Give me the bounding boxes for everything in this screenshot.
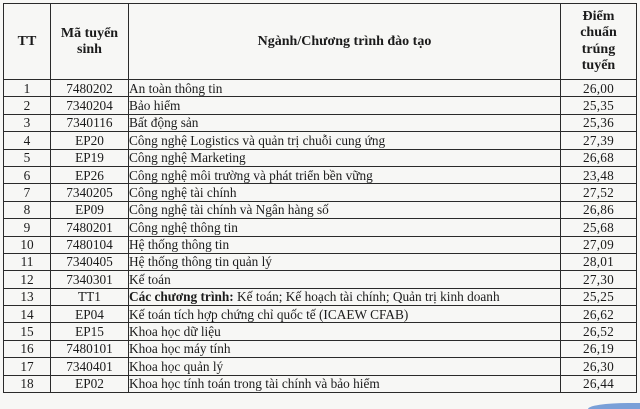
row-number: 16 <box>4 340 51 357</box>
program-name-text: Khoa học máy tính <box>129 341 231 357</box>
admission-code: 7340405 <box>51 253 129 270</box>
program-name-text: Công nghệ tài chính <box>129 184 237 200</box>
program-name <box>129 288 561 305</box>
program-name <box>129 97 561 114</box>
program-name <box>129 236 561 253</box>
program-name-text: Bảo hiểm <box>129 97 181 113</box>
table-row <box>4 271 637 288</box>
program-name <box>129 132 561 149</box>
admission-code: EP02 <box>51 375 129 392</box>
program-name-text: An toàn thông tin <box>129 80 223 96</box>
admission-code: 7340116 <box>51 114 129 131</box>
table-row <box>4 219 637 236</box>
table-row <box>4 375 637 392</box>
admission-code: EP09 <box>51 201 129 218</box>
cutoff-score: 27,39 <box>561 132 637 149</box>
admission-code: 7340401 <box>51 358 129 375</box>
cutoff-score: 28,01 <box>561 253 637 270</box>
table-row <box>4 114 637 131</box>
admission-code: EP19 <box>51 149 129 166</box>
admission-code: 7340301 <box>51 271 129 288</box>
program-name <box>129 323 561 340</box>
row-number: 2 <box>4 97 51 114</box>
program-name-text: Công nghệ thông tin <box>129 219 238 235</box>
table-row <box>4 149 637 166</box>
cutoff-score: 26,86 <box>561 201 637 218</box>
program-name <box>129 306 561 323</box>
program-name <box>129 340 561 357</box>
program-name <box>129 201 561 218</box>
cutoff-score: 25,36 <box>561 114 637 131</box>
program-name <box>129 219 561 236</box>
table-row <box>4 132 637 149</box>
program-name-text: Bất động sản <box>129 115 199 131</box>
row-number: 1 <box>4 80 51 97</box>
row-number: 8 <box>4 201 51 218</box>
table-row <box>4 340 637 357</box>
admission-code: 7480201 <box>51 219 129 236</box>
program-name-text: Kế toán; Kế hoạch tài chính; Quản trị kinh doanh <box>233 289 500 305</box>
table-row <box>4 358 637 375</box>
cutoff-score: 23,48 <box>561 166 637 183</box>
row-number: 15 <box>4 323 51 340</box>
cutoff-score: 26,30 <box>561 358 637 375</box>
table-row <box>4 201 637 218</box>
cutoff-score: 25,35 <box>561 97 637 114</box>
table-row <box>4 306 637 323</box>
program-name-text: Kế toán tích hợp chứng chỉ quốc tế (ICAEW CFAB) <box>129 306 409 322</box>
row-number: 9 <box>4 219 51 236</box>
table-header-row <box>4 4 637 80</box>
program-name <box>129 271 561 288</box>
table-row <box>4 184 637 201</box>
table-row <box>4 166 637 183</box>
corner-decoration <box>588 403 640 409</box>
row-number: 4 <box>4 132 51 149</box>
table-row <box>4 253 637 270</box>
table-row <box>4 236 637 253</box>
row-number: 18 <box>4 375 51 392</box>
admission-code: EP04 <box>51 306 129 323</box>
cutoff-score: 27,52 <box>561 184 637 201</box>
program-name-text: Kế toán <box>129 271 171 287</box>
cutoff-score: 25,25 <box>561 288 637 305</box>
cutoff-score: 26,00 <box>561 80 637 97</box>
program-name-text: Công nghệ môi trường và phát triển bền vững <box>129 167 373 183</box>
program-name <box>129 375 561 392</box>
admission-code: 7480202 <box>51 80 129 97</box>
program-name-text: Hệ thống thông tin quản lý <box>129 254 272 270</box>
row-number: 17 <box>4 358 51 375</box>
program-name <box>129 358 561 375</box>
table-row <box>4 80 637 97</box>
row-number: 11 <box>4 253 51 270</box>
header-tt: TT <box>4 4 51 80</box>
row-number: 7 <box>4 184 51 201</box>
cutoff-score: 26,52 <box>561 323 637 340</box>
cutoff-score: 26,44 <box>561 375 637 392</box>
admission-code: 7340204 <box>51 97 129 114</box>
row-number: 3 <box>4 114 51 131</box>
cutoff-score: 27,09 <box>561 236 637 253</box>
row-number: 14 <box>4 306 51 323</box>
program-name <box>129 114 561 131</box>
table-body <box>4 80 637 393</box>
program-name-text: Công nghệ Logistics và quản trị chuỗi cung ứng <box>129 132 386 148</box>
cutoff-score: 27,30 <box>561 271 637 288</box>
table-row <box>4 323 637 340</box>
admission-code: TT1 <box>51 288 129 305</box>
program-name-text: Khoa học tính toán trong tài chính và bảo hiểm <box>129 376 380 392</box>
admission-score-table <box>3 3 637 393</box>
program-name <box>129 184 561 201</box>
program-name-text: Hệ thống thông tin <box>129 237 230 253</box>
program-name <box>129 166 561 183</box>
program-name <box>129 149 561 166</box>
program-name-text: Khoa học quản lý <box>129 358 224 374</box>
program-name-prefix: Các chương trình: <box>129 289 234 305</box>
header-program: Ngành/Chương trình đào tạo <box>129 4 561 80</box>
row-number: 10 <box>4 236 51 253</box>
table-row <box>4 288 637 305</box>
row-number: 6 <box>4 166 51 183</box>
row-number: 12 <box>4 271 51 288</box>
cutoff-score: 26,19 <box>561 340 637 357</box>
program-name-text: Khoa học dữ liệu <box>129 324 221 340</box>
program-name-text: Công nghệ Marketing <box>129 150 246 166</box>
row-number: 5 <box>4 149 51 166</box>
table-row <box>4 97 637 114</box>
cutoff-score: 26,68 <box>561 149 637 166</box>
program-name <box>129 80 561 97</box>
cutoff-score: 25,68 <box>561 219 637 236</box>
header-score: Điểm chuẩn trúng tuyển <box>561 4 637 80</box>
admission-code: EP15 <box>51 323 129 340</box>
admission-code: 7340205 <box>51 184 129 201</box>
admission-code: EP20 <box>51 132 129 149</box>
admission-code: 7480101 <box>51 340 129 357</box>
admission-code: 7480104 <box>51 236 129 253</box>
cutoff-score: 26,62 <box>561 306 637 323</box>
admission-code: EP26 <box>51 166 129 183</box>
program-name <box>129 253 561 270</box>
program-name-text: Công nghệ tài chính và Ngân hàng số <box>129 202 329 218</box>
row-number: 13 <box>4 288 51 305</box>
header-code: Mã tuyển sinh <box>51 4 129 80</box>
